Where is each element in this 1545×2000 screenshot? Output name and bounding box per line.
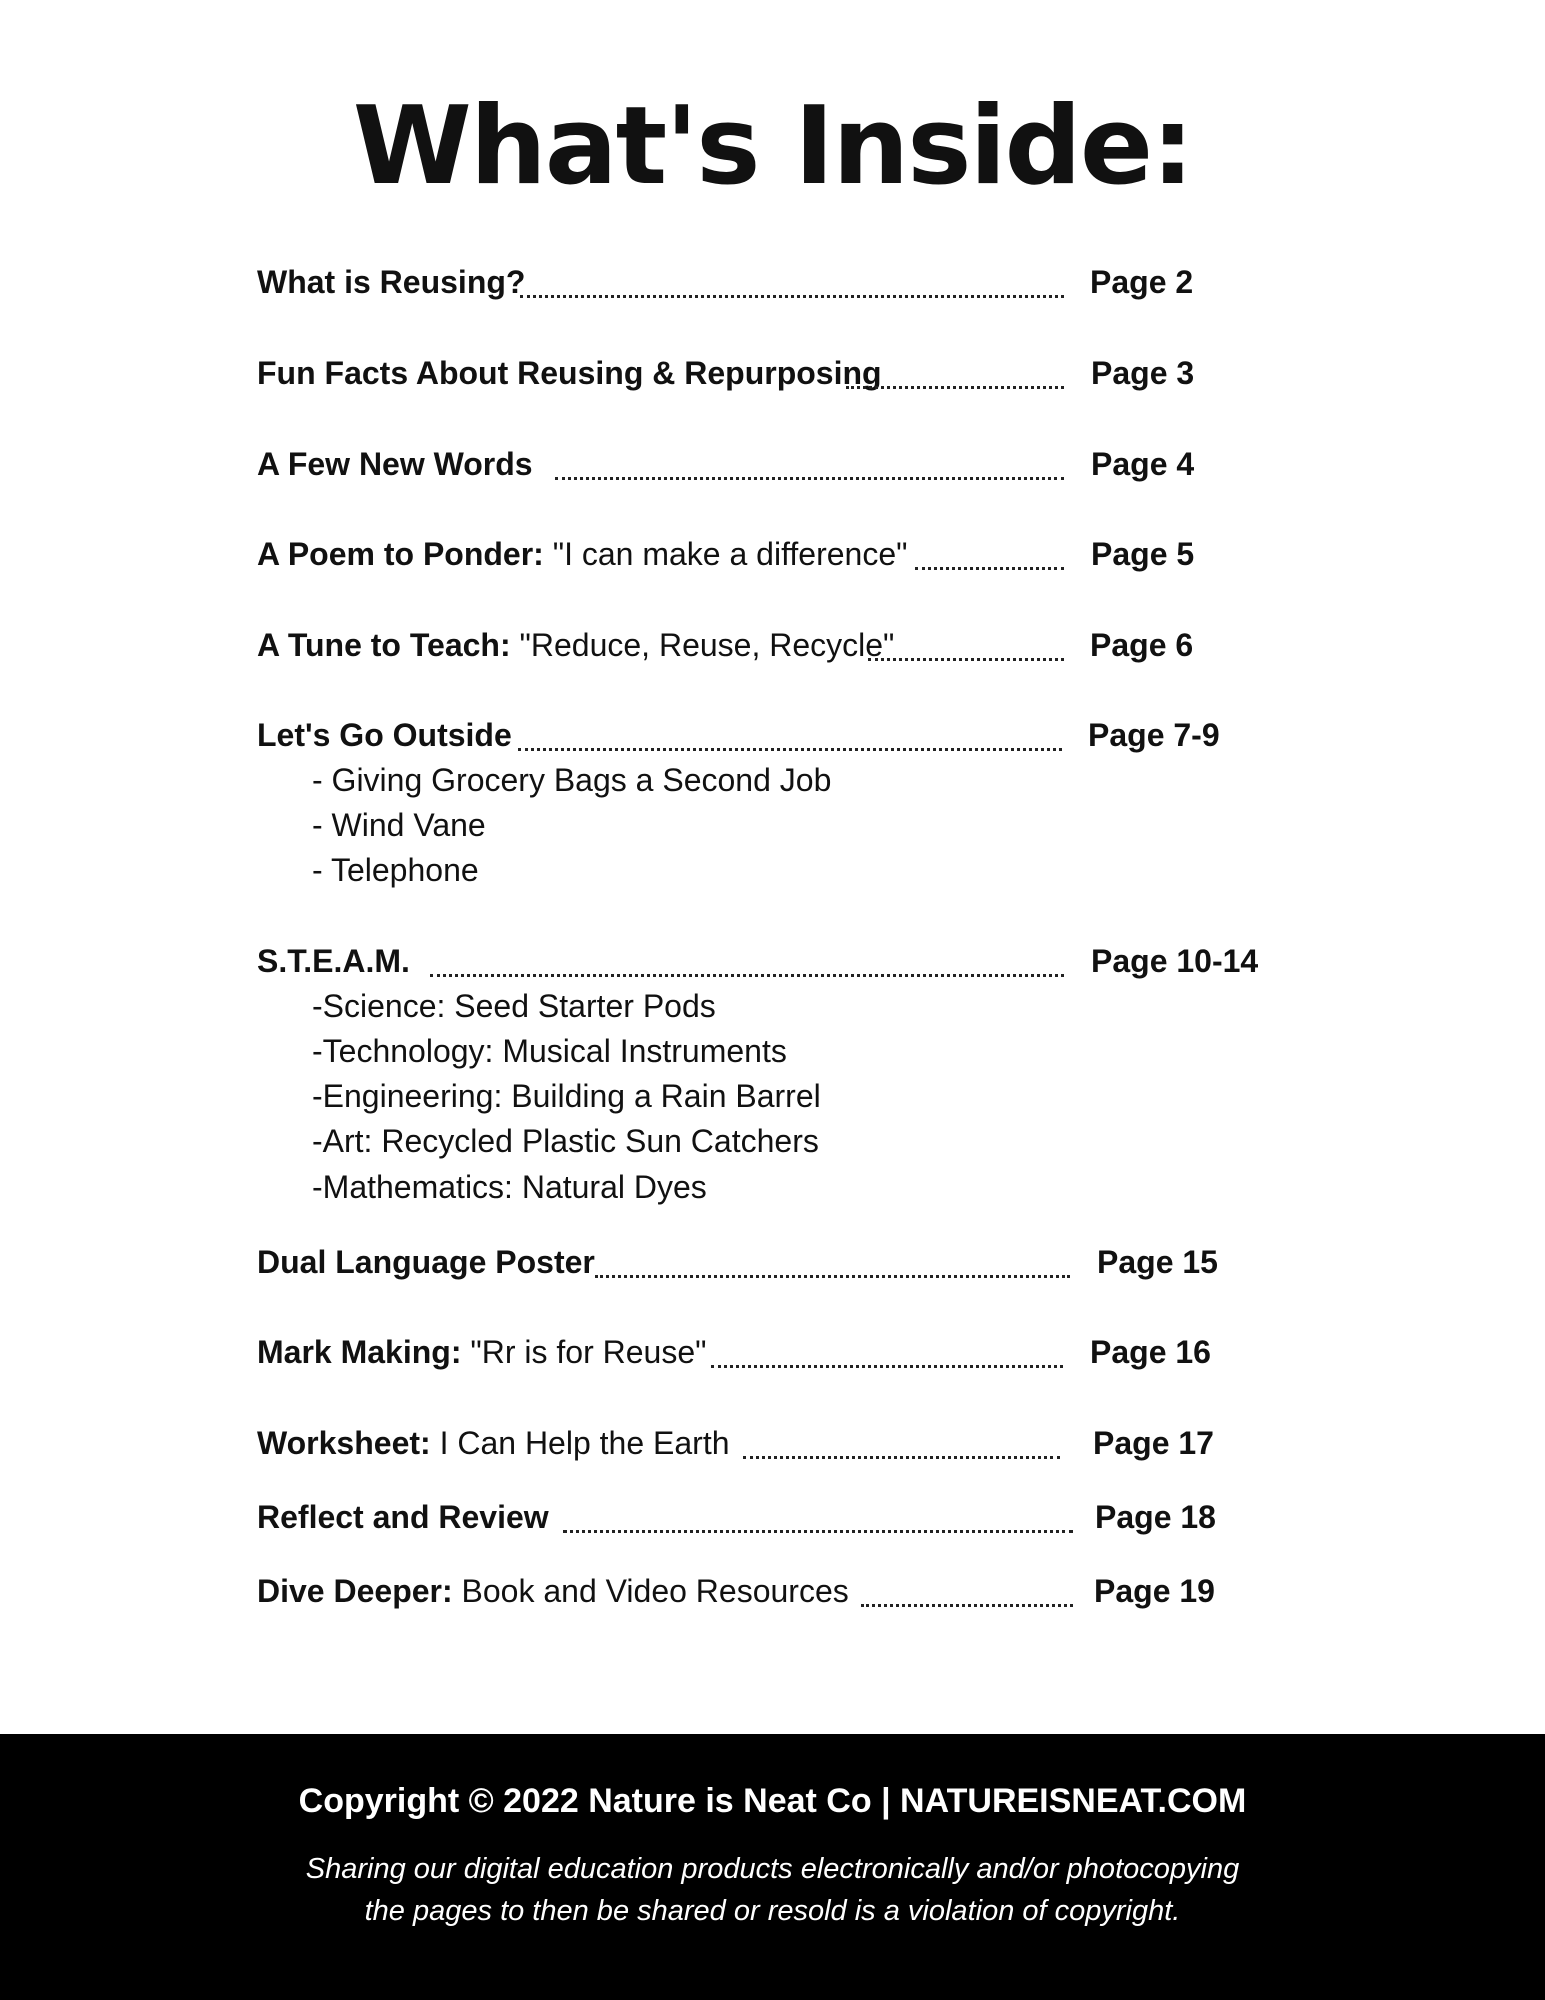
dot-leader	[518, 745, 1062, 751]
toc-page-number: Page 4	[1091, 446, 1195, 482]
dot-leader	[743, 1453, 1060, 1459]
toc-page-number: Page 7-9	[1088, 717, 1220, 753]
toc-entry-what-is-reusing	[257, 259, 525, 305]
toc-page-number: Page 18	[1095, 1499, 1216, 1535]
toc-subitem: - Wind Vane	[312, 807, 486, 843]
toc-entry-mark-making	[257, 1329, 706, 1375]
copyright-text: Copyright © 2022 Nature is Neat Co | NATUREISNEAT.COM	[298, 1782, 1247, 1820]
toc-entry-fun-facts	[257, 350, 882, 396]
toc-entry-label: What is Reusing?	[257, 264, 526, 300]
toc-subitem: - Telephone	[312, 852, 479, 888]
dot-leader	[711, 1362, 1063, 1368]
toc-entry-label: A Tune to Teach: "Reduce, Reuse, Recycle"	[257, 627, 895, 663]
toc-entry-label: Let's Go Outside	[257, 717, 512, 753]
dot-leader	[846, 383, 1064, 389]
toc-page-number: Page 6	[1090, 627, 1194, 663]
toc-entry-steam	[257, 938, 410, 984]
dot-leader	[861, 1601, 1073, 1607]
copyright-notice	[0, 1848, 1545, 1932]
toc-page-number: Page 5	[1091, 536, 1195, 572]
toc-subitem: -Art: Recycled Plastic Sun Catchers	[312, 1123, 819, 1159]
toc-page-number: Page 16	[1090, 1334, 1211, 1370]
toc-subitem: -Mathematics: Natural Dyes	[312, 1169, 707, 1205]
toc-page-number: Page 3	[1091, 355, 1195, 391]
toc-page-number: Page 19	[1094, 1573, 1215, 1609]
toc-page-number: Page 10-14	[1091, 943, 1259, 979]
toc-page-number: Page 15	[1097, 1244, 1218, 1280]
toc-entry-poem	[257, 531, 907, 577]
toc-entry-label: Worksheet: I Can Help the Earth	[257, 1425, 730, 1461]
toc-entry-lets-go-outside	[257, 712, 512, 758]
toc-page-number: Page 2	[1090, 264, 1194, 300]
toc-entry-worksheet	[257, 1420, 730, 1466]
toc-entry-label: Mark Making: "Rr is for Reuse"	[257, 1334, 707, 1370]
toc-entry-label: Dive Deeper: Book and Video Resources	[257, 1573, 849, 1609]
dot-leader	[563, 1527, 1073, 1533]
toc-subitem: -Science: Seed Starter Pods	[312, 988, 716, 1024]
toc-subitem: -Technology: Musical Instruments	[312, 1033, 787, 1069]
dot-leader	[868, 655, 1064, 661]
toc-page-number: Page 17	[1093, 1425, 1214, 1461]
toc-entry-label: Dual Language Poster	[257, 1244, 595, 1280]
toc-entry-new-words	[257, 441, 533, 487]
toc-subitem: - Giving Grocery Bags a Second Job	[312, 762, 832, 798]
toc-entry-dual-language-poster	[257, 1239, 595, 1285]
dot-leader	[915, 564, 1064, 570]
toc-entry-dive-deeper	[257, 1568, 849, 1614]
copyright-notice-line: the pages to then be shared or resold is a violation of copyright.	[364, 1895, 1181, 1927]
toc-entry-label: A Poem to Ponder: "I can make a difference"	[257, 536, 908, 572]
copyright-notice-line: Sharing our digital education products electronically and/or photocopying	[305, 1853, 1240, 1885]
toc-entry-label: S.T.E.A.M.	[257, 943, 410, 979]
page-title: What's Inside:	[352, 84, 1193, 209]
toc-subitem: -Engineering: Building a Rain Barrel	[312, 1078, 821, 1114]
dot-leader	[555, 474, 1064, 480]
dot-leader	[595, 1272, 1070, 1278]
toc-entry-label: Reflect and Review	[257, 1499, 549, 1535]
toc-entry-tune	[257, 622, 894, 668]
toc-entry-label: Fun Facts About Reusing & Repurposing	[257, 355, 882, 391]
toc-entry-reflect-and-review	[257, 1494, 549, 1540]
dot-leader	[520, 292, 1064, 298]
dot-leader	[430, 971, 1064, 977]
copyright-footer	[0, 1734, 1545, 2000]
toc-entry-label: A Few New Words	[257, 446, 533, 482]
